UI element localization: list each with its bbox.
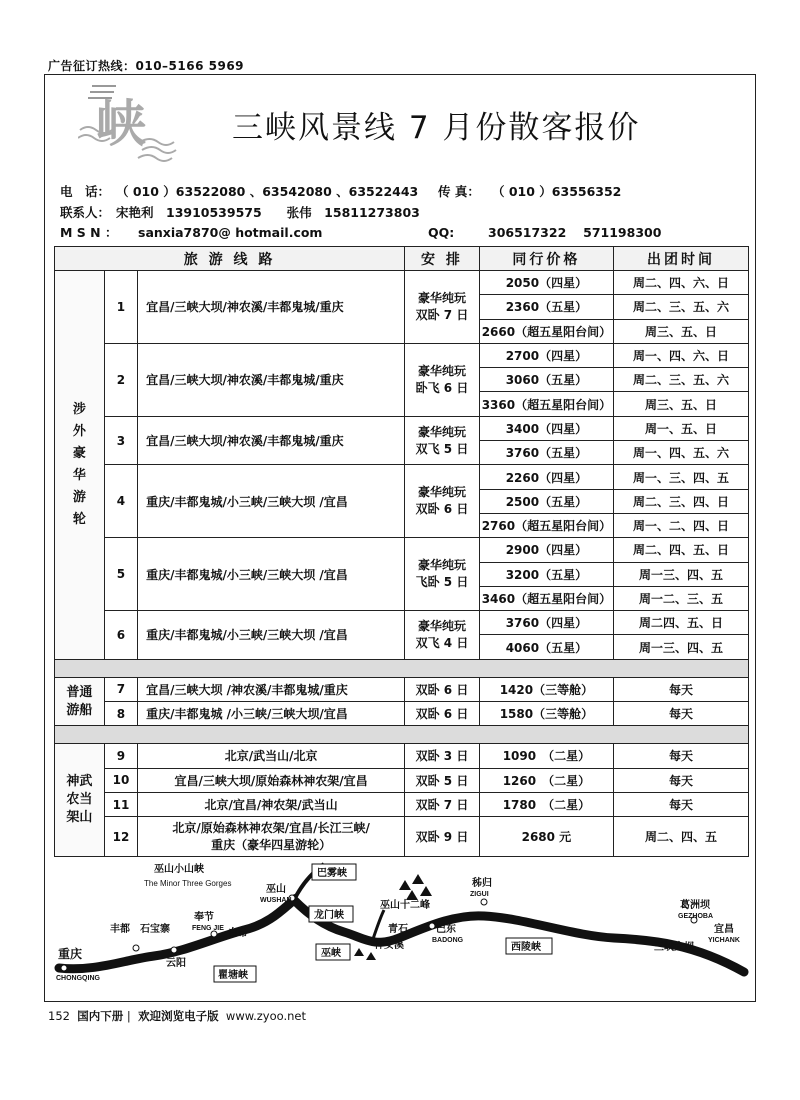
route-name: 北京/宜昌/神农架/武当山 [138,792,405,816]
route-name: 宜昌/三峡大坝/原始森林神农架/宜昌 [138,768,405,792]
header-price: 同行价格 [479,247,613,271]
map-label: The Minor Three Gorges [144,879,232,888]
route-number: 4 [104,465,137,538]
time-cell: 周一三、四、五 [613,562,748,586]
route-name: 重庆/丰都鬼城/小三峡/三峡大坝 /宜昌 [138,465,405,538]
page-footer: 152 国内下册 | 欢迎浏览电子版 www.zyoo.net [48,1009,306,1023]
route-plan: 双卧 6 日 [405,677,480,701]
table-row [55,416,749,440]
price-cell: 2760（超五星阳台间） [479,513,613,537]
time-cell: 每天 [613,792,748,816]
price-cell: 3460（超五星阳台间） [479,586,613,610]
section-separator [55,659,749,677]
map-label: 神女溪 [374,940,404,951]
city-dot-icon [171,947,177,953]
map-label: ZIGUI [470,891,489,898]
time-cell: 周一、四、六、日 [613,343,748,367]
route-plan: 双卧 7 日 [405,792,480,816]
contact-phone-row [60,182,621,200]
map-label: BADONG [432,937,464,944]
map-label: 奉节 [194,912,214,923]
header-plan: 安 排 [405,247,480,271]
map-label: 葛洲坝 [680,900,710,911]
map-label: WUSHAN [260,897,292,904]
price-cell: 2680 元 [479,817,613,857]
qq-value: 306517322 571198300 [488,225,662,240]
table-row [55,702,749,726]
map-label: GEZHOBA [678,913,713,920]
table-row [55,792,749,816]
time-cell: 每天 [613,702,748,726]
route-number: 9 [104,744,137,768]
map-label: 巴东 [436,924,456,935]
map-label: 巫峡 [321,948,341,959]
route-plan: 双卧 5 日 [405,768,480,792]
price-cell: 2500（五星） [479,489,613,513]
peak-icon [354,948,364,956]
route-number: 3 [104,416,137,465]
map-label: 巫山 [266,884,286,895]
three-gorges-map [54,860,749,1000]
header-time: 出团时间 [613,247,748,271]
time-cell: 每天 [613,768,748,792]
qq-label: QQ: [428,225,455,240]
route-plan: 豪华纯玩 双飞 5 日 [405,416,480,465]
map-label: 宜昌 [714,924,734,935]
map-label: 三峡大坝 [654,942,694,953]
price-cell: 3760（四星） [479,611,613,635]
route-plan: 豪华纯玩 飞卧 5 日 [405,538,480,611]
peak-icon [406,890,418,900]
peak-icon [399,880,411,890]
route-name: 重庆/丰都鬼城/小三峡/三峡大坝 /宜昌 [138,538,405,611]
msn-label: M S N ： [60,225,118,240]
route-name: 重庆/丰都鬼城 /小三峡/三峡大坝/宜昌 [138,702,405,726]
map-label: 巫山小山峡 [154,864,204,875]
table-header-row [55,247,749,271]
route-name: 重庆/丰都鬼城/小三峡/三峡大坝 /宜昌 [138,611,405,660]
section-separator [55,726,749,744]
price-cell: 3060（五星） [479,368,613,392]
price-cell: 2360（五星） [479,295,613,319]
table-row [55,677,749,701]
contact-person-row [60,203,420,221]
city-dot-icon [61,965,67,971]
route-name: 宜昌/三峡大坝/神农溪/丰都鬼城/重庆 [138,271,405,344]
time-cell: 周一、三、四、五 [613,465,748,489]
ad-hotline: 广告征订热线：010–5166 5969 [48,59,245,73]
map-label: 白帝 [228,928,248,939]
route-plan: 双卧 9 日 [405,817,480,857]
route-name: 宜昌/三峡大坝/神农溪/丰都鬼城/重庆 [138,416,405,465]
route-plan: 双卧 3 日 [405,744,480,768]
time-cell: 周二、四、五 [613,817,748,857]
route-plan: 双卧 6 日 [405,702,480,726]
category-regular-boat: 普通游船 [55,677,105,726]
footer-section: 国内下册 [77,1009,124,1023]
time-cell: 周一二、三、五 [613,586,748,610]
map-label: 秭归 [472,878,492,889]
header-route: 旅 游 线 路 [55,247,405,271]
map-label: 龙门峡 [314,910,344,921]
phone-label: 电 话： [60,184,111,199]
time-cell: 周二、四、五、日 [613,538,748,562]
route-number: 1 [104,271,137,344]
city-dot-icon [133,945,139,951]
route-name: 北京/原始森林神农架/宜昌/长江三峡/ 重庆（豪华四星游轮） [138,817,405,857]
category-luxury-cruise: 涉外豪华游轮 [55,271,105,660]
price-cell: 3200（五星） [479,562,613,586]
route-number: 7 [104,677,137,701]
footer-slogan: 欢迎浏览电子版 [138,1009,219,1023]
route-name: 宜昌/三峡大坝/神农溪/丰都鬼城/重庆 [138,343,405,416]
peak-icon [412,874,424,884]
time-cell: 周一、二、四、日 [613,513,748,537]
page-title: 三峡风景线 7 月份散客报价 [232,110,641,146]
map-label: CHONGQING [56,975,100,982]
table-row [55,538,749,562]
price-cell: 2260（四星） [479,465,613,489]
msn-value: sanxia7870@ hotmail.com [138,225,323,240]
map-label: 瞿塘峡 [218,970,248,981]
contact-msn-row [60,223,661,241]
route-number: 2 [104,343,137,416]
map-label: FENG JIE [192,925,224,932]
map-label: 丰都 [110,924,130,935]
time-cell: 周三、五、日 [613,319,748,343]
peak-icon [366,952,376,960]
price-cell: 1580（三等舱） [479,702,613,726]
price-cell: 1090 （二星） [479,744,613,768]
time-cell: 周一、四、五、六 [613,441,748,465]
map-label: 青石 [388,924,408,935]
map-label: 巫山十二峰 [380,900,430,911]
map-label: 重庆 [58,947,83,961]
map-label: 云阳 [166,958,186,969]
route-plan: 豪华纯玩 卧飞 6 日 [405,343,480,416]
time-cell: 每天 [613,744,748,768]
price-cell: 1260 （二星） [479,768,613,792]
price-cell: 3400（四星） [479,416,613,440]
price-cell: 3760（五星） [479,441,613,465]
map-label: 西陵峡 [511,942,541,953]
table-row [55,271,749,295]
time-cell: 每天 [613,677,748,701]
map-label: YICHANK [708,937,740,944]
time-cell: 周二、三、五、六 [613,368,748,392]
route-number: 10 [104,768,137,792]
route-number: 12 [104,817,137,857]
price-cell: 2900（四星） [479,538,613,562]
time-cell: 周一三、四、五 [613,635,748,659]
category-shennongjia-wudang: 神武农当架山 [55,744,105,857]
table-row [55,343,749,367]
map-label: 石宝寨 [140,924,170,935]
time-cell: 周二、三、五、六 [613,295,748,319]
price-cell: 3360（超五星阳台间） [479,392,613,416]
table-row [55,611,749,635]
logo-character: 峡 [96,94,146,153]
city-dot-icon [429,923,435,929]
table-row [55,744,749,768]
table-row [55,817,749,857]
route-plan: 豪华纯玩 双飞 4 日 [405,611,480,660]
logo [78,78,178,174]
route-number: 5 [104,538,137,611]
price-cell: 1780 （二星） [479,792,613,816]
time-cell: 周一、五、日 [613,416,748,440]
city-dot-icon [481,899,487,905]
route-plan: 豪华纯玩 双卧 6 日 [405,465,480,538]
page-number: 152 [48,1009,70,1023]
footer-url[interactable]: www.zyoo.net [225,1009,306,1023]
person-label: 联系人： [60,205,111,220]
route-name: 宜昌/三峡大坝 /神农溪/丰都鬼城/重庆 [138,677,405,701]
price-cell: 2660（超五星阳台间） [479,319,613,343]
time-cell: 周三、五、日 [613,392,748,416]
time-cell: 周二、四、六、日 [613,271,748,295]
fax-value: （ 010 ）63556352 [492,184,622,199]
map-label: 巴雾峡 [317,868,347,879]
table-row [55,768,749,792]
time-cell: 周二、三、四、日 [613,489,748,513]
shennv-stream [372,910,384,942]
route-plan: 豪华纯玩 双卧 7 日 [405,271,480,344]
peak-icon [420,886,432,896]
time-cell: 周二四、五、日 [613,611,748,635]
table-row [55,465,749,489]
route-number: 11 [104,792,137,816]
price-cell: 4060（五星） [479,635,613,659]
route-name: 北京/武当山/北京 [138,744,405,768]
route-number: 8 [104,702,137,726]
phone-value: （ 010 ）63522080 、63542080 、63522443 [116,184,419,199]
price-cell: 1420（三等舱） [479,677,613,701]
fax-label: 传 真： [438,184,480,199]
route-number: 6 [104,611,137,660]
price-cell: 2050（四星） [479,271,613,295]
price-cell: 2700（四星） [479,343,613,367]
person-value: 宋艳利 13910539575 张伟 15811273803 [116,205,420,220]
price-table [54,246,749,857]
